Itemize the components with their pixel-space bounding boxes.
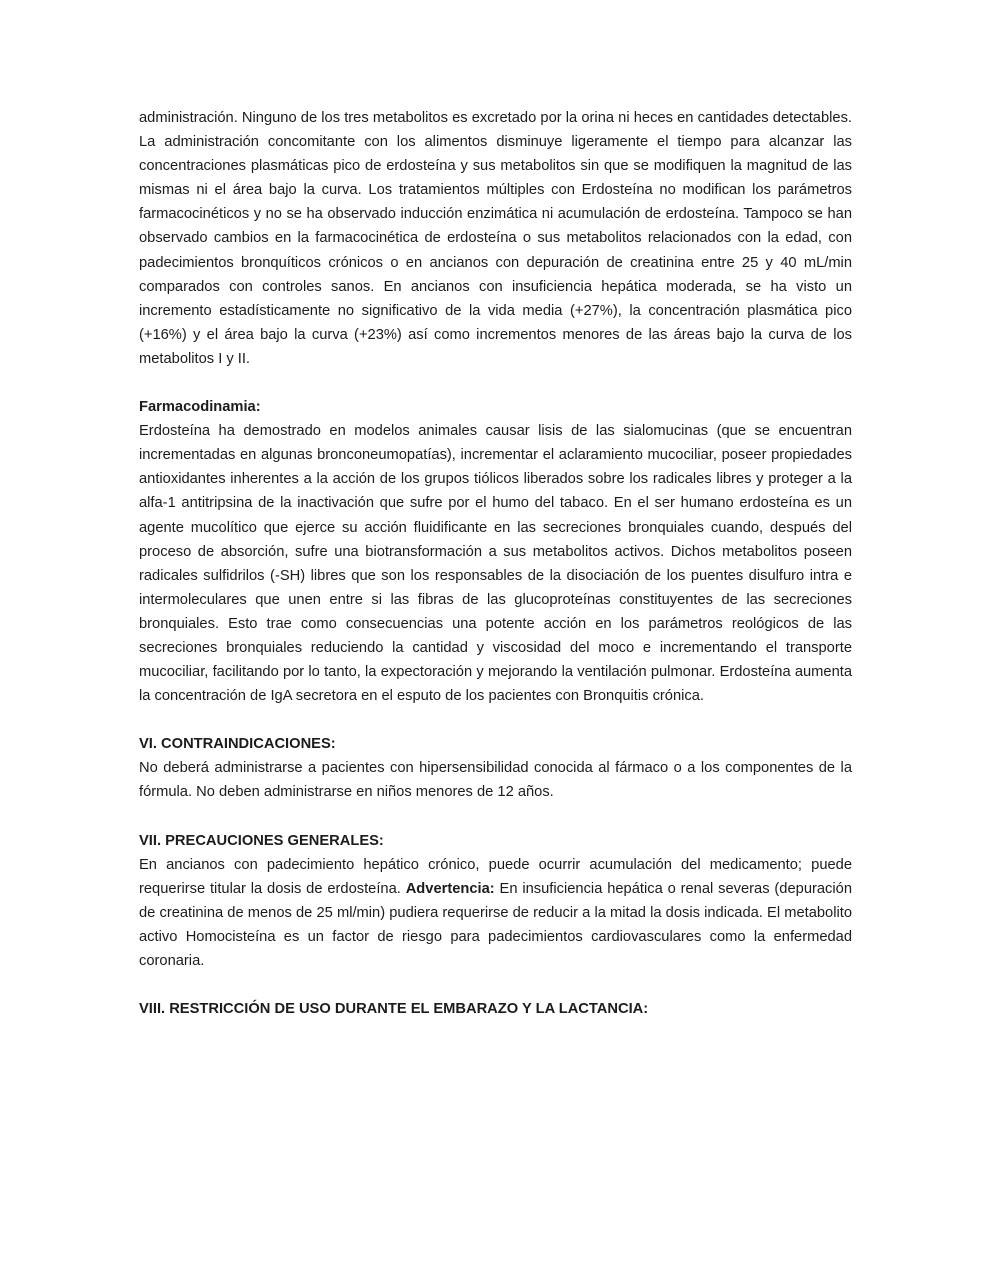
paragraph-contraindicaciones: No deberá administrarse a pacientes con hipersensibilidad conocida al fármaco o a los componentes de la fórmula. No deben administrarse en niños menores de 12 años. <box>139 760 852 801</box>
paragraph-farmacodinamia: Erdosteína ha demostrado en modelos animales causar lisis de las sialomucinas (que se encuentran incrementadas en algunas bronconeumopatías), incrementar el aclaramiento mucociliar, poseer propiedades antioxidantes inherentes a la acción de los grupos tiólicos liberados sobre los radicales libres y proteger a la alfa-1 antitripsina de la inactivación que sufre por el humo del tabaco. En el ser humano erdosteína es un agente mucolítico que ejerce su acción fluidificante en las secreciones bronquiales cuando, después del proceso de absorción, sufre una biotransformación a sus metabolitos activos. Dichos metabolitos poseen radicales sulfidrilos (-SH) libres que son los responsables de la disociación de los puentes disulfuro intra e intermoleculares que unen entre si las fibras de las glucoproteínas constituyentes de las secreciones bronquiales. Esto trae como consecuencias una potente acción en los parámetros reológicos de las secreciones bronquiales reduciendo la cantidad y viscosidad del moco e incrementando el transporte mucociliar, facilitando por lo tanto, la expectoración y mejorando la ventilación pulmonar. Erdosteína aumenta la concentración de IgA secretora en el esputo de los pacientes con Bronquitis crónica. <box>139 423 852 705</box>
paragraph-precauciones-generales <box>139 853 852 973</box>
paragraph-pharmacokinetics: administración. Ninguno de los tres metabolitos es excretado por la orina ni heces en cantidades detectables. La administración concomitante con los alimentos disminuye ligeramente el tiempo para alcanzar las concentraciones plasmáticas pico de erdosteína y sus metabolitos sin que se modifiquen la magnitud de las mismas ni el área bajo la curva. Los tratamientos múltiples con Erdosteína no modifican los parámetros farmacocinéticos y no se ha observado inducción enzimática ni acumulación de erdosteína. Tampoco se han observado cambios en la farmacocinética de erdosteína o sus metabolitos relacionados con la edad, con padecimientos bronquíticos crónicos o en ancianos con depuración de creatinina entre 25 y 40 mL/min comparados con controles sanos. En ancianos con insuficiencia hepática moderada, se ha visto un incremento estadísticamente no significativo de la vida media (+27%), la concentración plasmática pico (+16%) y el área bajo la curva (+23%) así como incrementos menores de las áreas bajo la curva de los metabolitos I y II. <box>139 110 852 367</box>
advertencia-bold-label: Advertencia: <box>405 880 495 897</box>
heading-contraindicaciones: VI. CONTRAINDICACIONES: <box>139 736 336 753</box>
heading-precauciones-generales: VII. PRECAUCIONES GENERALES: <box>139 832 384 849</box>
heading-farmacodinamia: Farmacodinamia: <box>139 399 261 416</box>
precauciones-text-before-advertencia: En ancianos con padecimiento hepático crónico, puede ocurrir acumulación del medicamento; puede requerirse titular la dosis de erdosteína. <box>139 856 852 897</box>
precauciones-text-after-advertencia: En insuficiencia hepática o renal severas (depuración de creatinina de menos de 25 ml/min) pudiera requerirse de reducir a la mitad la dosis indicada. El metabolito activo Homocisteína es un factor de riesgo para padecimientos cardiovasculares como la enfermedad coronaria. <box>139 880 852 969</box>
heading-restriccion-embarazo-lactancia: VIII. RESTRICCIÓN DE USO DURANTE EL EMBARAZO Y LA LACTANCIA: <box>139 1001 649 1018</box>
